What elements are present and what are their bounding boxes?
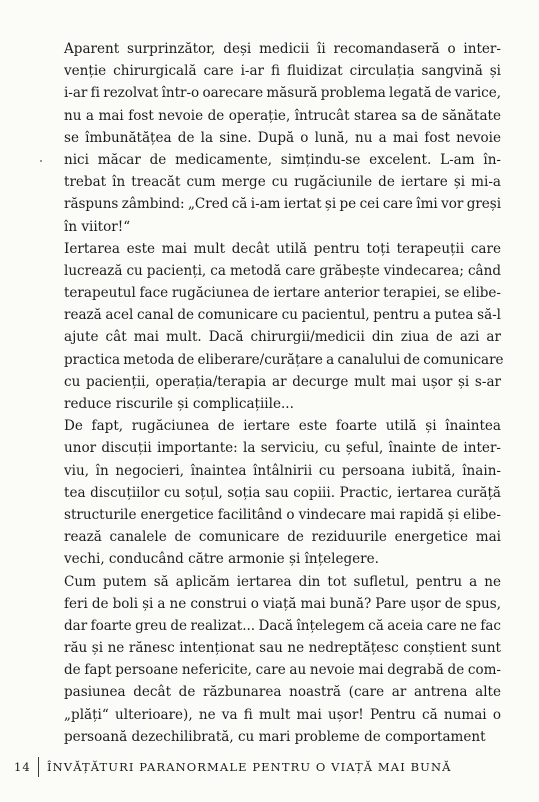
text-line: dar foarte greu de realizat... Dacă înțelegem că aceia care ne fac bbox=[64, 617, 501, 634]
text-line: vechi, conducând către armonie și înțelegere. bbox=[64, 551, 379, 568]
text-line: cu pacienții, operația/terapia ar decurge mult mai ușor și s-ar bbox=[64, 373, 501, 390]
text-line: rău și ne rănesc intenționat sau ne nedreptățesc conștient sunt bbox=[64, 640, 501, 657]
text-line: în viitor!“ bbox=[64, 218, 131, 235]
text-line: i-ar fi rezolvat într-o oarecare măsură problema legată de varice, bbox=[64, 85, 501, 102]
text-line: Iertarea este mai mult decât utilă pentru toți terapeuții care bbox=[64, 240, 501, 257]
text-line: nu a mai fost nevoie de operație, întrucât starea sa de sănătate bbox=[64, 107, 501, 124]
paragraph bbox=[64, 571, 501, 749]
text-line: Aparent surprinzător, deși medicii îi recomandaseră o inter- bbox=[64, 41, 501, 57]
text-line: de fapt persoane nefericite, care au nevoie mai degrabă de com- bbox=[64, 662, 501, 679]
footer-divider bbox=[38, 757, 39, 777]
paragraph bbox=[64, 238, 504, 416]
text-line: rează canalele de comunicare de reziduurile energetice mai bbox=[64, 529, 501, 546]
text-line: De fapt, rugăciunea de iertare este foarte utilă și înaintea bbox=[64, 418, 501, 435]
text-line: răspuns zâmbind: „Cred că i-am iertat și pe cei care îmi vor greși bbox=[64, 196, 501, 213]
running-title: ÎNVĂȚĂTURI PARANORMALE PENTRU O VIAȚĂ MAI BUNĂ bbox=[47, 760, 452, 774]
page-number: 14 bbox=[14, 760, 31, 774]
text-line: pasiunea decât de răzbunarea noastră (care ar antrena alte bbox=[64, 684, 501, 701]
text-line: feri de boli și a ne construi o viață mai bună? Pare ușor de spus, bbox=[64, 595, 501, 612]
text-line: practica metoda de eliberare/curățare a canalului de comunicare bbox=[64, 351, 504, 368]
text-line: terapeutul face rugăciunea de iertare anterior terapiei, se elibe- bbox=[64, 285, 501, 302]
text-line: rează acel canal de comunicare cu pacientul, pentru a putea să-l bbox=[64, 307, 501, 324]
text-line: unor discuții importante: la serviciu, cu șeful, înainte de inter- bbox=[64, 440, 501, 457]
text-line: se îmbunătățea de la sine. După o lună, nu a mai fost nevoie bbox=[64, 129, 501, 146]
text-line: ajute cât mai mult. Dacă chirurgii/medicii din ziua de azi ar bbox=[64, 329, 501, 346]
body-text bbox=[64, 38, 504, 748]
text-line: trebat în treacăt cum merge cu rugăciunile de iertare și mi-a bbox=[64, 174, 501, 191]
paragraph bbox=[64, 415, 501, 570]
scan-speck bbox=[40, 160, 42, 162]
text-line: „plăți“ ulterioare), ne va fi mult mai ușor! Pentru că numai o bbox=[64, 706, 501, 723]
text-line: persoană dezechilibrată, cu mari probleme de comportament bbox=[64, 728, 486, 745]
text-line: nici măcar de medicamente, simțindu-se excelent. L-am în- bbox=[64, 151, 501, 168]
page-footer bbox=[14, 756, 514, 778]
text-line: Cum putem să aplicăm iertarea din tot sufletul, pentru a ne bbox=[64, 573, 501, 590]
text-line: structurile energetice facilitând o vindecare mai rapidă și elibe- bbox=[64, 506, 501, 523]
text-line: reduce riscurile și complicațiile... bbox=[64, 396, 294, 412]
text-line: viu, în negocieri, înaintea întâlnirii cu persoana iubită, înain- bbox=[64, 462, 501, 479]
paragraph bbox=[64, 38, 501, 238]
text-line: tea discuțiilor cu soțul, soția sau copiii. Practic, iertarea curăță bbox=[64, 484, 501, 501]
text-line: lucrează cu pacienți, ca metodă care grăbește vindecarea; când bbox=[64, 262, 501, 279]
text-line: venție chirurgicală care i-ar fi fluidizat circulația sangvină și bbox=[64, 63, 501, 80]
